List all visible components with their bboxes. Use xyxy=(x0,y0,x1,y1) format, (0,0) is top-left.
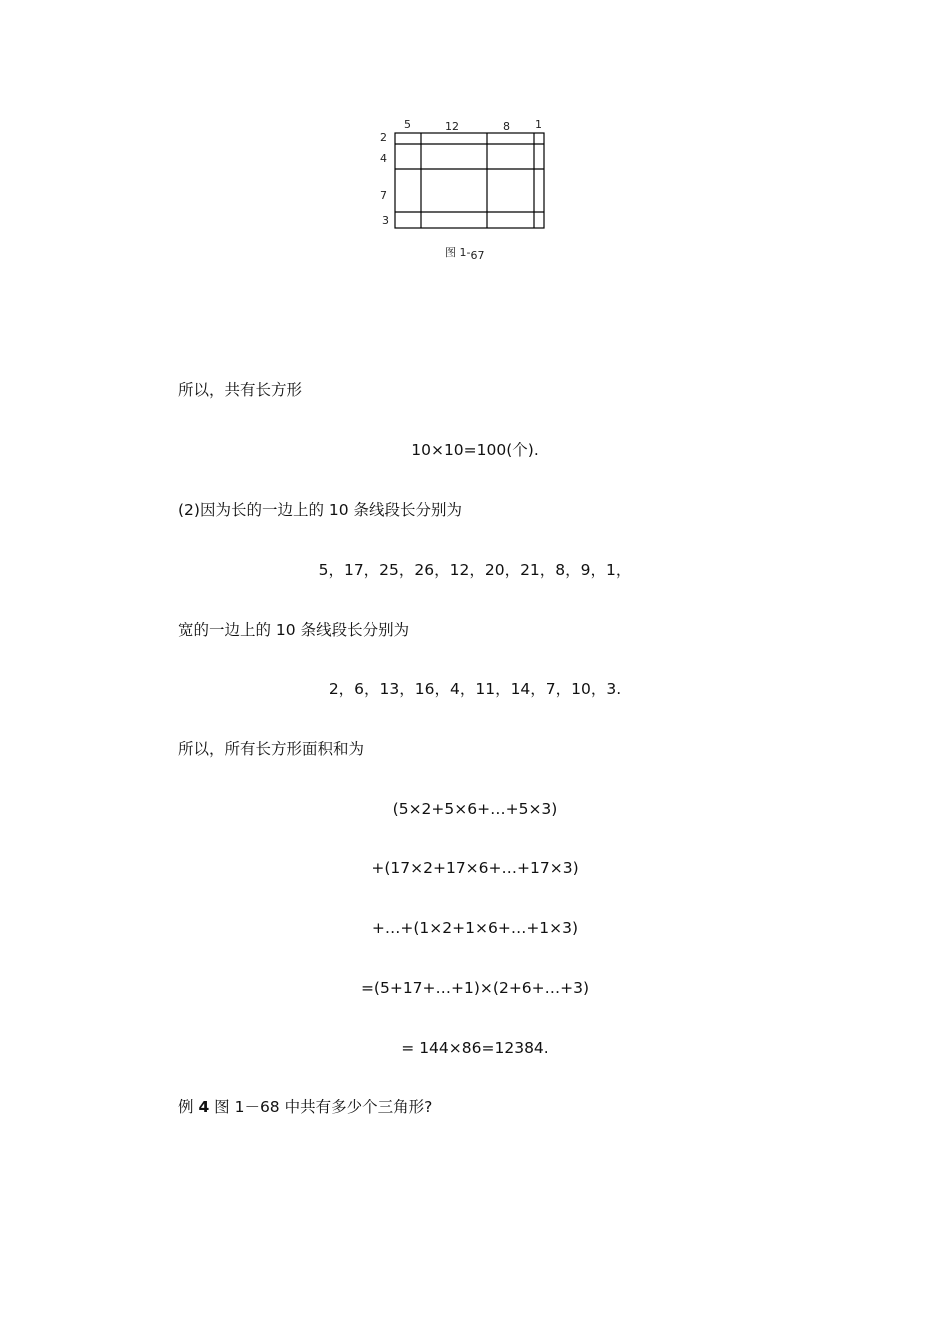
formula-line-2: +(17×2+17×6+…+17×3) xyxy=(371,859,579,877)
text-line-2: 10×10=100(个). xyxy=(411,441,539,459)
top-label-12: 12 xyxy=(445,120,459,133)
example-4-question xyxy=(178,1097,432,1117)
left-label-7: 7 xyxy=(380,189,387,202)
example-prefix: 例 xyxy=(178,1098,199,1116)
left-label-3: 3 xyxy=(382,214,389,227)
top-label-8: 8 xyxy=(503,120,510,133)
formula-line-4: =(5+17+…+1)×(2+6+…+3) xyxy=(360,979,590,997)
left-label-4: 4 xyxy=(380,152,387,165)
text-line-6: 2，6，13，16，4，11，14，7，10，3. xyxy=(328,680,622,698)
left-label-2: 2 xyxy=(380,131,387,144)
top-label-5: 5 xyxy=(404,118,411,131)
formula-line-3: +…+(1×2+1×6+…+1×3) xyxy=(371,919,579,937)
text-line-5: 宽的一边上的 10 条线段长分别为 xyxy=(178,621,410,639)
text-line-7: 所以，所有长方形面积和为 xyxy=(178,740,365,758)
figure-caption: 图 1-67 xyxy=(445,246,485,262)
formula-line-5: = 144×86=12384. xyxy=(401,1039,549,1057)
grid-diagram xyxy=(370,115,560,265)
outer-rectangle xyxy=(395,133,544,228)
text-line-4: 5，17，25，26，12，20，21，8，9，1， xyxy=(318,561,632,579)
figure-caption-number: 67 xyxy=(470,249,485,262)
formula-line-1: (5×2+5×6+…+5×3) xyxy=(392,800,558,818)
text-line-1: 所以，共有长方形 xyxy=(178,381,303,399)
figure-1-67 xyxy=(370,115,560,265)
example-question-text: 图 1－68 中共有多少个三角形? xyxy=(209,1098,433,1116)
text-line-3: (2)因为长的一边上的 10 条线段长分别为 xyxy=(178,501,463,519)
top-label-1: 1 xyxy=(535,118,542,131)
example-number: 4 xyxy=(198,1098,210,1116)
